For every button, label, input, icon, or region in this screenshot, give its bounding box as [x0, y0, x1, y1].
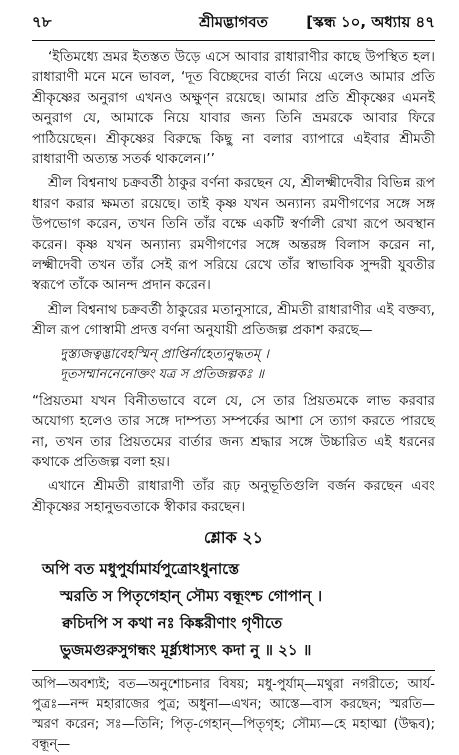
quote-line-2: দূতসম্মাননেনোক্তং যত্র স প্রতিজল্পকঃ ॥: [60, 366, 264, 382]
page-header: [32, 0, 435, 40]
header-rule: [32, 40, 435, 41]
verse-line-3: ক্বচিদপি স কথা নঃ কিঙ্করীণাং গৃণীতে: [62, 614, 283, 633]
synonyms-rule: [32, 670, 435, 671]
paragraph-5: এখানে শ্রীমতী রাধারাণী তাঁর রূঢ় অনুভূতিগুলি বর্জন করছেন এবং শ্রীকৃষ্ণের সহানুভবতাকে স্বীকার করছেন।: [32, 478, 435, 515]
book-title: শ্রীমদ্ভাগবত: [199, 13, 268, 31]
paragraph-1: ‘ইতিমধ্যে ভ্রমর ইতস্তত উড়ে এসে আবার রাধারাণীর কাছে উপস্থিত হল। রাধারাণী মনে মনে ভাবল, ‘দূত বিচ্ছেদের বার্তা নিয়ে এলেও আমার প্রতি শ্রীকৃষ্ণের অনুরাগ এখনও অক্ষুণ্ন রয়েছে। আমার প্রতি শ্রীকৃষ্ণের এমনই অনুরাগ যে, আমাকে নিয়ে যাবার জন্য তিনি ভ্রমরকে আবার ফিরে পাঠিয়েছেন। শ্রীকৃষ্ণের বিরুদ্ধে কিছু না বলার ব্যাপারে এইবার শ্রীমতী রাধারাণী অত্যন্ত সতর্ক থাকলেন।’’: [32, 49, 435, 168]
section-reference: [স্কন্ধ ১০, অধ্যায় ৪৭: [306, 13, 435, 31]
verse-line-2: স্মরতি স পিতৃগেহান্ সৌম্য বন্ধূংশ্চ গোপান্ ।: [60, 587, 323, 606]
synonyms-text: অপি—অবশ্যই; বত—অনুশোচনার বিষয়; মধু-পুর্যাম্—মথুরা নগরীতে; আর্য-পুত্রঃ—নন্দ মহারাজের পুত্র; অধুনা—এখন; আস্তে—বাস করছেন; স্মরতি—স্মরণ করেন; সঃ—তিনি; পিতৃ-গেহান্—পিতৃগৃহ; সৌম্য—হে মহাত্মা (উদ্ধব); বন্ধূন্—: [32, 677, 435, 753]
verse-line-1: অপি বত মধুপুর্যামার্যপুত্রোঽধুনাস্তে: [42, 560, 239, 579]
sloka-title: শ্লোক ২১: [203, 528, 264, 548]
paragraph-4: “প্রিয়তমা যখন বিনীতভাবে বলে যে, সে তার প্রিয়তমকে লাভ করবার অযোগ্য হলেও তার সঙ্গে দাম্পত্য সম্পর্কের আশা সে ত্যাগ করতে পারছে না, তখন তার প্রিয়তমের বার্তার জন্য শ্রদ্ধার সঙ্গে উচ্চারিত এই ধরনের কথাকে প্রতিজল্প বলা হয়।: [32, 392, 435, 470]
sanskrit-quote: [60, 345, 435, 385]
verse-line-4: ভুজমগুরুসুগন্ধং মূর্ধ্ন্যধাস্যৎ কদা নু ॥ ২১ ॥: [60, 641, 312, 660]
paragraph-2: শ্রীল বিশ্বনাথ চক্রবর্তী ঠাকুর বর্ণনা করছেন যে, শ্রীলক্ষ্মীদেবীর বিভিন্ন রূপ ধারণ করার ক্ষমতা রয়েছে। তাই কৃষ্ণ যখন অন্যান্য রমণীগণের সঙ্গে সঙ্গ উপভোগ করেন, তখন তিনি তাঁর বক্ষে একটি স্বর্ণালী রেখা রূপে অবস্থান করেন। কৃষ্ণ যখন অন্যান্য রমণীগণের সঙ্গে অন্তরঙ্গ বিলাস করেন না, লক্ষ্মীদেবী তখন তাঁর সেই রূপ সরিয়ে রেখে তাঁর স্বাভাবিক সুন্দরী যুবতীর স্বরূপে তাঁকে আনন্দ প্রদান করেন।: [32, 175, 435, 294]
paragraph-3: শ্রীল বিশ্বনাথ চক্রবর্তী ঠাকুরের মতানুসারে, শ্রীমতী রাধারাণীর এই বক্তব্য, শ্রীল রূপ গোস্বামী প্রদত্ত বর্ণনা অনুযায়ী প্রতিজল্প প্রকাশ করছে—: [32, 301, 435, 339]
quote-line-1: দুস্ত্যজত্বদ্ভাবেহস্মিন্ প্রাপ্তির্নাহেত্যনুদ্ধতম্ ।: [60, 346, 269, 362]
page-number: ৭৮: [32, 13, 52, 31]
